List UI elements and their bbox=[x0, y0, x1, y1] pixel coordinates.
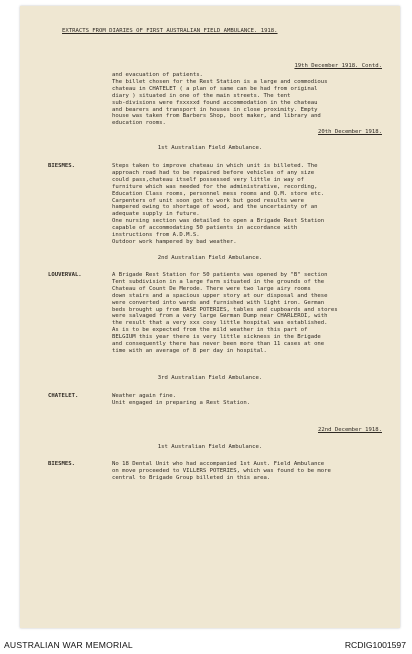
entry-paragraph-louverval-rest-station: A Brigade Rest Station for 50 patients was opened by "B" section Tent subdivision in a large farm situated in the grounds of the Chateau of Count De Merode. There were two large airy rooms down stairs and a spacious upper story at our disposal and these were converted into wards and furnished with light iron. German beds brought up from BASE POTERIES, tables and cupboards and stores were salvaged from a very large German Dump near CHARLEROI, with the result that a very xxx cosy little hospital was established. As is to be expected from the mild weather in this part of BELGIUM this year there is very little sickness in the Brigade and consequently there has never been more than 11 cases at one time with an average of 8 per day in hospital. bbox=[112, 272, 338, 354]
unit-heading-1st-field-ambulance-2: 1st Australian Field Ambulance. bbox=[157, 444, 263, 450]
unit-heading-3rd-field-ambulance: 3rd Australian Field Ambulance. bbox=[157, 375, 263, 381]
unit-heading-1st-field-ambulance: 1st Australian Field Ambulance. bbox=[157, 145, 263, 151]
archive-footer bbox=[0, 636, 412, 654]
entry-paragraph-chatelet-weather: Weather again fine. Unit engaged in preparing a Rest Station. bbox=[112, 393, 251, 406]
place-louverval: LOUVERVAL. bbox=[48, 272, 82, 278]
entry-date-19-december: 19th December 1918. Contd. bbox=[294, 63, 382, 69]
entry-date-22-december: 22nd December 1918. bbox=[318, 427, 382, 433]
entry-date-20-december: 20th December 1918. bbox=[318, 129, 382, 135]
document-title: EXTRACTS FROM DIARIES OF FIRST AUSTRALIAN FIELD AMBULANCE. 1918. bbox=[62, 28, 278, 34]
entry-paragraph-chatelet-billet: and evacuation of patients. The billet chosen for the Rest Station is a large and commodious chateau in CHATELET ( a plan of same can be had from original diary ) situated in one of the main streets. The tent sub-divisions were fxxxxxd found accommodation in the chateau and bearers and transport in houses in close proximity. Empty house was taken from Barbers Shop, boot maker, and library and education rooms. bbox=[112, 72, 328, 127]
place-biesmes-2: BIESMES. bbox=[48, 461, 75, 467]
document-page bbox=[20, 6, 400, 628]
unit-heading-2nd-field-ambulance: 2nd Australian Field Ambulance. bbox=[157, 255, 263, 261]
footer-institution: AUSTRALIAN WAR MEMORIAL bbox=[4, 640, 133, 650]
place-chatelet: CHATELET. bbox=[48, 393, 79, 399]
entry-paragraph-dental-unit: No 18 Dental Unit who had accompanied 1st Aust. Field Ambulance on move proceeded to VILLERS POTERIES, which was found to be more central to Brigade Group billeted in this area. bbox=[112, 461, 331, 481]
entry-paragraph-biesmes-chateau: Steps taken to improve chateau in which unit is billeted. The approach road had to be repaired before vehicles of any size could pass,chateau itself possessed very little in way of furniture which was needed for the administrative, recording, Education Class rooms, personnel mess rooms and Q.M. store etc. Carpenters of unit soon got to work but good results were hampered owing to shortage of wood, and the uncertainty of an adequate supply in future. One nursing section was detailed to open a Brigade Rest Station capable of accommodating 50 patients in accordance with instructions from A.D.M.S. Outdoor work hampered by bad weather. bbox=[112, 163, 325, 245]
place-biesmes: BIESMES. bbox=[48, 163, 75, 169]
footer-record-id: RCDIG1001597 bbox=[344, 640, 406, 650]
